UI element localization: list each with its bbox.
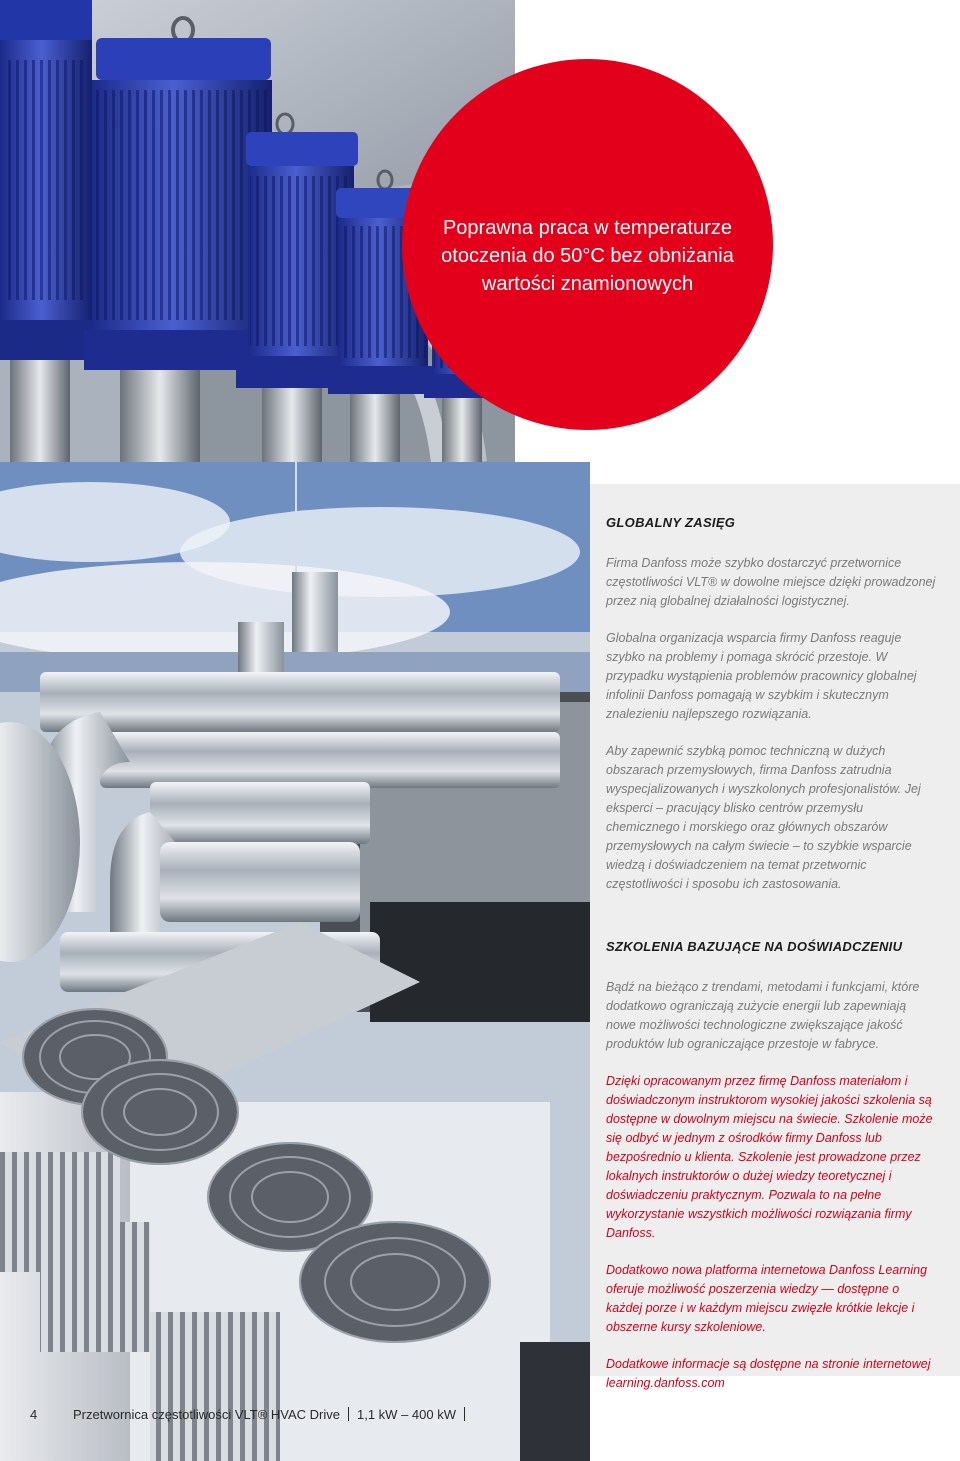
section-heading-training: SZKOLENIA BAZUJĄCE NA DOŚWIADCZENIU: [606, 939, 903, 954]
footer-separator: [464, 1407, 465, 1421]
global-paragraph-1: Firma Danfoss może szybko dostarczyć przetwornice częstotliwości VLT® w dowolne miejsce dzięki prowadzonej przez nią globalnej działalności logistycznej.: [606, 556, 936, 608]
page-number: 4: [30, 1407, 38, 1422]
highlight-circle: [402, 59, 773, 430]
footer-product: Przetwornica częstotliwości VLT® HVAC Drive: [73, 1407, 340, 1422]
footer-separator: [348, 1407, 349, 1421]
training-paragraph-2: Dzięki opracowanym przez firmę Danfoss materiałom i doświadczonym instruktorom wysokiej jakości szkolenia są dostępne w dowolnym miejscu na świecie. Szkolenie może się odbyć w jednym z ośrodków firmy Danfoss lub bezpośrednio u klienta. Szkolenie jest prowadzone przez lokalnych instruktorów o dużej wiedzy teoretycznej i doświadczeniu praktycznym. Pozwala to na pełne wykorzystanie wszystkich możliwości rozwiązania firmy Danfoss.: [606, 1074, 933, 1240]
footer-power-range: 1,1 kW – 400 kW: [357, 1407, 456, 1422]
global-paragraph-2: Globalna organizacja wsparcia firmy Danfoss reaguje szybko na problemy i pomaga skrócić przestoje. W przypadku wystąpienia problemów pracownicy globalnej infolinii Danfoss pomagają w szybkim i skutecznym znalezieniu najlepszego rozwiązania.: [606, 631, 917, 721]
callout-text: Poprawna praca w temperaturze otoczenia do 50°C bez obniżania wartości znamionowych: [441, 216, 734, 295]
training-paragraph-3: Dodatkowo nowa platforma internetowa Danfoss Learning oferuje możliwość poszerzenia wiedzy — dostępne o każdej porze i w każdym miejscu zwięzłe krótkie lekcje i obszerne kursy szkoleniowe.: [606, 1263, 928, 1334]
global-paragraph-3: Aby zapewnić szybką pomoc techniczną w dużych obszarach przemysłowych, firma Danfoss zatrudnia wyspecjalizowanych i wyszkolonych profesjonalistów. Jej eksperci – pracujący blisko centrów przemysłu chemicznego i morskiego oraz głównych obszarów przemysłowych na całym świecie – to szybkie wsparcie wiedzą i doświadczeniem na temat przetwornic częstotliwości i sposobu ich zastosowania.: [606, 744, 921, 891]
training-paragraph-4: Dodatkowe informacje są dostępne na stronie internetowej learning.danfoss.com: [606, 1357, 931, 1390]
training-paragraph-1: Bądź na bieżąco z trendami, metodami i funkcjami, które dodatkowo ograniczają zużycie energii lub zapewniają nowe możliwości technologiczne zwiększające jakość produktów lub ograniczające przestoje w fabryce.: [606, 980, 920, 1051]
text-panel: [590, 484, 960, 1390]
page-footer: [0, 1405, 960, 1429]
hvac-ducts-photo: [0, 462, 590, 1461]
hvac-ducts-illustration: [0, 462, 590, 1461]
footer-product-line: [73, 1407, 473, 1422]
section-heading-global: GLOBALNY ZASIĘG: [606, 515, 736, 530]
